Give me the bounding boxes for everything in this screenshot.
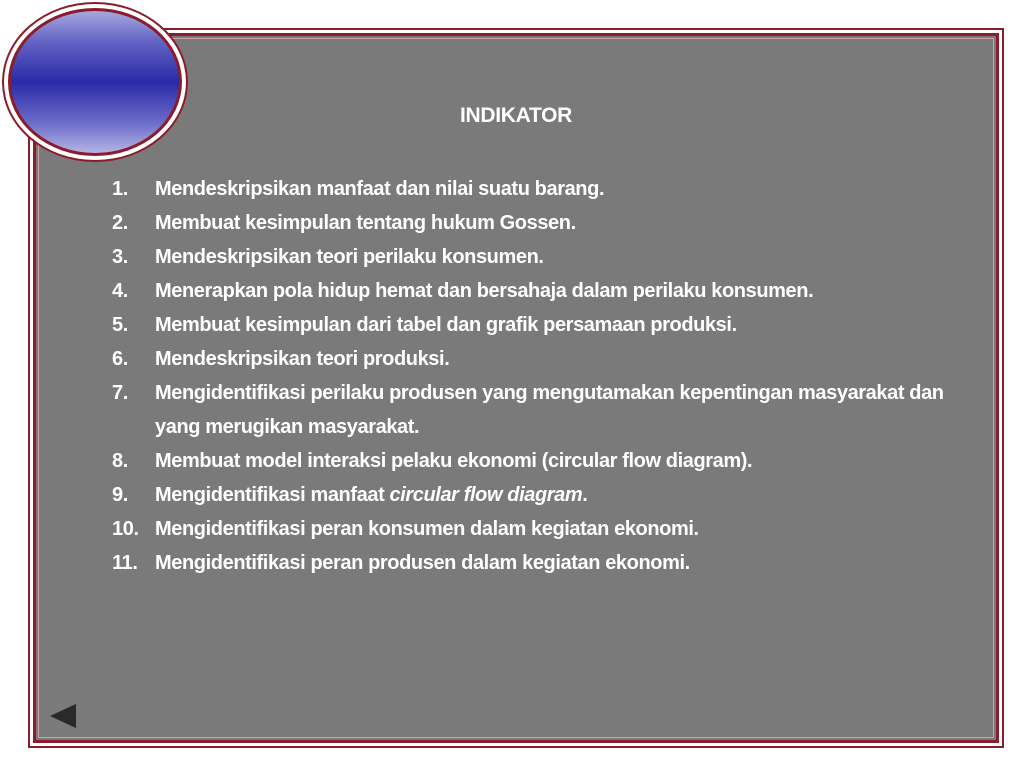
item-text: Membuat model interaksi pelaku ekonomi (circular flow diagram).: [155, 450, 753, 472]
list-item: [112, 172, 972, 206]
list-item: [112, 308, 972, 342]
list-item: [112, 512, 972, 546]
item-text-emphasis: circular flow diagram: [389, 484, 583, 506]
item-text: Mendeskripsikan manfaat dan nilai suatu barang.: [155, 178, 605, 200]
item-number: 2.: [112, 212, 128, 234]
item-text: Mendeskripsikan teori produksi.: [155, 348, 450, 370]
list-item: [112, 478, 972, 512]
list-item: [112, 342, 972, 376]
item-text: Mendeskripsikan teori perilaku konsumen.: [155, 246, 544, 268]
list-item: [112, 376, 972, 444]
item-number: 6.: [112, 348, 128, 370]
item-text: Membuat kesimpulan dari tabel dan grafik persamaan produksi.: [155, 314, 737, 336]
back-triangle-icon[interactable]: [50, 704, 76, 728]
item-number: 3.: [112, 246, 128, 268]
list-item: [112, 274, 972, 308]
item-number: 5.: [112, 314, 128, 336]
item-text-suffix: .: [582, 484, 588, 506]
list-item: [112, 546, 972, 580]
list-item: [112, 444, 972, 478]
indicator-list: [112, 172, 972, 580]
slide-title: INDIKATOR: [459, 104, 573, 127]
item-text: Mengidentifikasi perilaku produsen yang mengutamakan kepentingan masyarakat dan yang merugikan masyarakat.: [155, 382, 944, 438]
list-item: [112, 240, 972, 274]
decorative-oval: [8, 8, 182, 156]
item-text: Membuat kesimpulan tentang hukum Gossen.: [155, 212, 576, 234]
item-number: 8.: [112, 450, 128, 472]
list-item: [112, 206, 972, 240]
item-number: 4.: [112, 280, 128, 302]
item-number: 7.: [112, 382, 128, 404]
item-number: 1.: [112, 178, 128, 200]
item-text: Mengidentifikasi peran konsumen dalam kegiatan ekonomi.: [155, 518, 699, 540]
item-number: 11.: [112, 552, 138, 574]
item-text: Mengidentifikasi peran produsen dalam kegiatan ekonomi.: [155, 552, 690, 574]
item-text: Menerapkan pola hidup hemat dan bersahaja dalam perilaku konsumen.: [155, 280, 814, 302]
item-number: 9.: [112, 484, 128, 506]
item-number: 10.: [112, 518, 139, 540]
item-text: Mengidentifikasi manfaat: [155, 484, 390, 506]
